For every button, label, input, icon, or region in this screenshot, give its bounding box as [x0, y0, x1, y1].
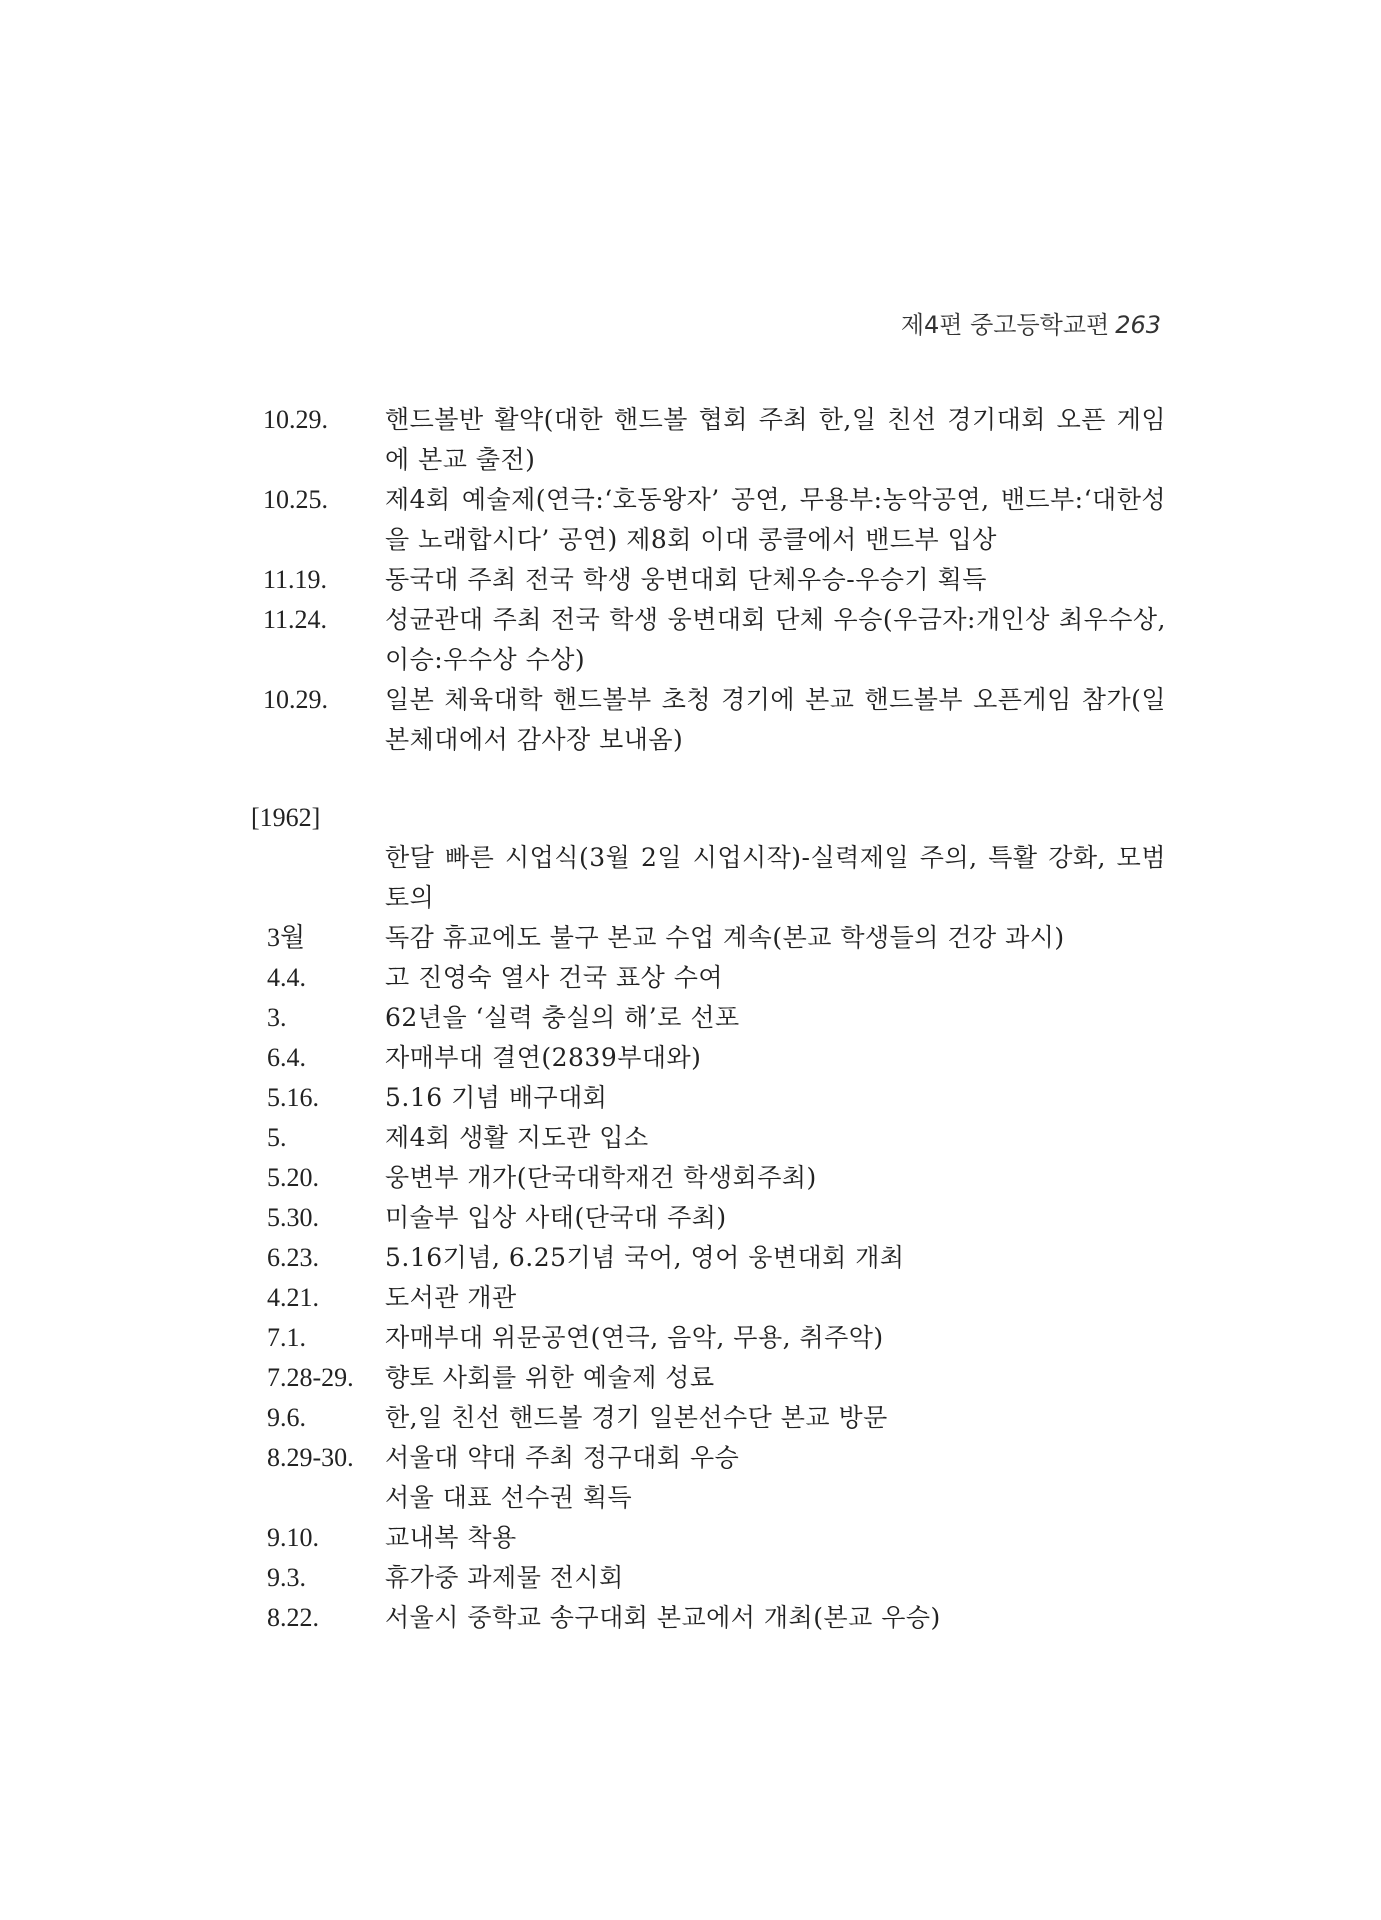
- chronology-entry: [253, 1158, 1166, 1198]
- entry-date: 7.1.: [267, 1323, 306, 1352]
- entry-text: 웅변부 개가(단국대학재건 학생회주최): [385, 1163, 817, 1192]
- entry-text: 교내복 착용: [385, 1523, 517, 1552]
- entry-date: 5.30.: [267, 1203, 319, 1232]
- entry-text: 일본 체육대학 핸드볼부 초청 경기에 본교 핸드볼부 오픈게임 참가(일본체대에서 감사장 보내옴): [385, 685, 1166, 754]
- entry-text: 독감 휴교에도 불구 본교 수업 계속(본교 학생들의 건강 과시): [385, 923, 1065, 952]
- entry-date: 3월: [267, 923, 306, 952]
- entry-date: 4.4.: [267, 963, 306, 992]
- entry-text: 한달 빠른 시업식(3월 2일 시업시작)-실력제일 주의, 특활 강화, 모범 토의: [385, 843, 1166, 912]
- entry-text: 자매부대 결연(2839부대와): [385, 1043, 702, 1072]
- entry-date: 4.21.: [267, 1283, 319, 1312]
- chronology-entry: [253, 1118, 1166, 1158]
- chronology-entry: [253, 1518, 1166, 1558]
- entry-text: 동국대 주최 전국 학생 웅변대회 단체우승-우승기 획득: [385, 565, 987, 594]
- entry-date: 10.25.: [263, 485, 328, 514]
- entry-text: 핸드볼반 활약(대한 핸드볼 협회 주최 한,일 친선 경기대회 오픈 게임에 본교 출전): [385, 405, 1166, 474]
- chronology-entry: [253, 1598, 1166, 1638]
- entries-1961: [253, 400, 1166, 760]
- entry-text: 고 진영숙 열사 건국 표상 수여: [385, 963, 724, 992]
- entry-text: 서울시 중학교 송구대회 본교에서 개최(본교 우승): [385, 1603, 941, 1632]
- year-heading: [1962]: [251, 803, 321, 832]
- entry-text: 서울대 약대 주최 정구대회 우승: [385, 1443, 740, 1472]
- chronology-entry: [253, 1278, 1166, 1318]
- entry-date: 5.16.: [267, 1083, 319, 1112]
- entry-date: 3.: [267, 1003, 287, 1032]
- chronology-entry: [253, 1398, 1166, 1438]
- entry-text: 62년을 ‘실력 충실의 해’로 선포: [385, 1003, 740, 1032]
- entry-date: 9.10.: [267, 1523, 319, 1552]
- entry-date: 5.: [267, 1123, 287, 1152]
- entry-date: 9.6.: [267, 1403, 306, 1432]
- running-header: [901, 305, 1161, 340]
- chronology-entry: [253, 1558, 1166, 1598]
- section-title: 제4편 중고등학교편: [900, 311, 1110, 339]
- entry-text: 미술부 입상 사태(단국대 주최): [385, 1203, 727, 1232]
- chronology-entry: [253, 600, 1166, 680]
- entry-text: 서울 대표 선수권 획득: [385, 1483, 633, 1512]
- entry-date: 6.23.: [267, 1243, 319, 1272]
- entry-date: 5.20.: [267, 1163, 319, 1192]
- entry-date: 10.29.: [263, 405, 328, 434]
- chronology-entry: [253, 480, 1166, 560]
- page-number: 263: [1115, 311, 1161, 339]
- chronology-entry: [253, 918, 1166, 958]
- chronology-entry: [253, 1318, 1166, 1358]
- entry-text: 제4회 예술제(연극:‘호동왕자’ 공연, 무용부:농악공연, 밴드부:‘대한성을 노래합시다’ 공연) 제8회 이대 콩클에서 밴드부 입상: [385, 485, 1166, 554]
- chronology-entry: [253, 560, 1166, 600]
- entry-text: 향토 사회를 위한 예술제 성료: [385, 1363, 715, 1392]
- entry-text: 5.16 기념 배구대회: [385, 1083, 608, 1112]
- chronology-entry: [253, 1078, 1166, 1118]
- entry-date: 8.29-30.: [267, 1443, 354, 1472]
- entry-text: 제4회 생활 지도관 입소: [385, 1123, 649, 1152]
- chronology-entry: [253, 1438, 1166, 1478]
- entries-1962: [253, 838, 1166, 1638]
- entry-text: 한,일 친선 핸드볼 경기 일본선수단 본교 방문: [385, 1403, 888, 1432]
- chronology-entry: [253, 680, 1166, 760]
- chronology-entry: [253, 958, 1166, 998]
- entry-date: 10.29.: [263, 685, 328, 714]
- chronology-entry: [253, 838, 1166, 918]
- entry-text: 성균관대 주최 전국 학생 웅변대회 단체 우승(우금자:개인상 최우수상, 이승:우수상 수상): [385, 605, 1166, 674]
- entry-date: 7.28-29.: [267, 1363, 354, 1392]
- entry-date: 8.22.: [267, 1603, 319, 1632]
- chronology-entry: [253, 1478, 1166, 1518]
- entry-text: 도서관 개관: [385, 1283, 517, 1312]
- entry-date: 6.4.: [267, 1043, 306, 1072]
- chronology-entry: [253, 1038, 1166, 1078]
- entry-text: 5.16기념, 6.25기념 국어, 영어 웅변대회 개최: [385, 1243, 905, 1272]
- chronology-entry: [253, 1358, 1166, 1398]
- entry-text: 휴가중 과제물 전시회: [385, 1563, 624, 1592]
- entry-text: 자매부대 위문공연(연극, 음악, 무용, 취주악): [385, 1323, 884, 1352]
- chronology-entry: [253, 1238, 1166, 1278]
- chronology-list: [253, 400, 1166, 1638]
- chronology-entry: [253, 1198, 1166, 1238]
- entry-date: 9.3.: [267, 1563, 306, 1592]
- chronology-entry: [253, 400, 1166, 480]
- entry-date: 11.24.: [263, 605, 328, 634]
- entry-date: 11.19.: [263, 565, 328, 594]
- chronology-entry: [253, 998, 1166, 1038]
